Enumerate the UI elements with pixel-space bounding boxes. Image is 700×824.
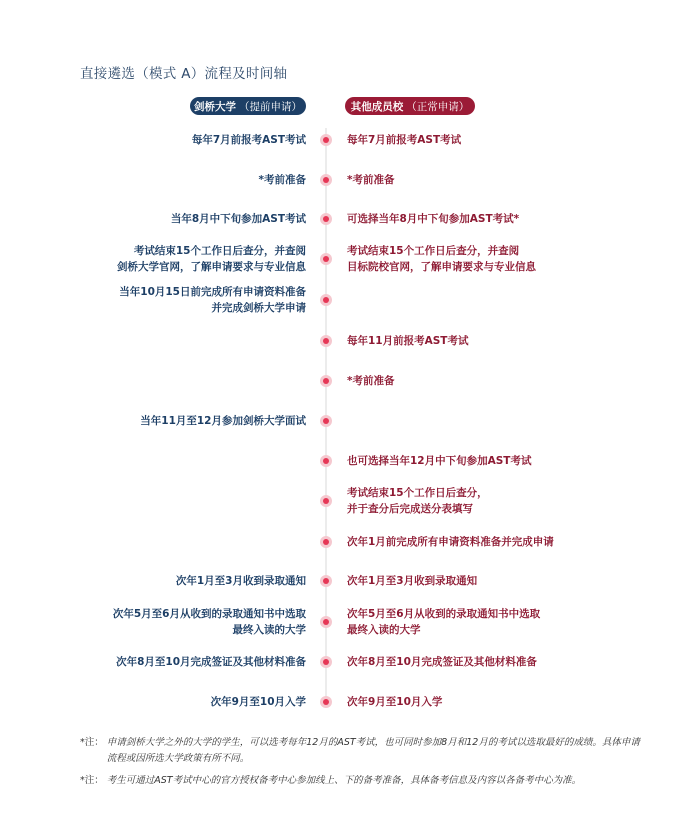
cambridge-step [259,172,307,188]
footnote-prefix: *注： [80,775,104,786]
member-step [347,606,540,638]
timeline-dot-icon [320,213,332,225]
page-title: 直接遴选（模式 A）流程及时间轴 [80,66,288,82]
cambridge-step [119,284,306,316]
footnote-prefix: *注： [80,737,104,748]
member-step [347,132,461,148]
step-text: 考试结束15个工作日后查分， [347,487,488,499]
step-text: 剑桥大学官网，了解申请要求与专业信息 [117,261,306,273]
column-header-name: 其他成员校 [350,100,404,113]
step-text: *考前准备 [347,174,395,186]
column-header-name: 剑桥大学 [194,100,236,113]
step-text: 每年7月前报考AST考试 [191,134,306,146]
timeline-dot-icon [320,696,332,708]
step-text: 最终入读的大学 [232,624,306,636]
timeline-dot-icon [320,656,332,668]
member-step [347,211,519,227]
footnote-text: 申请剑桥大学之外的大学的学生，可以选考每年12月的AST考试，也可同时参加8月和12月的考试以选取最好的成绩。具体申请流程或因所选大学政策有所不同。 [106,737,640,764]
cambridge-step [113,606,306,638]
cambridge-step [117,243,306,275]
footnote [80,735,640,767]
timeline-dot-icon [320,415,332,427]
member-step [347,694,442,710]
cambridge-step [211,694,306,710]
member-step [347,333,468,349]
member-step [347,453,531,469]
member-step [347,485,488,517]
column-header-other-members [345,97,475,115]
step-text: 每年7月前报考AST考试 [347,134,462,146]
step-text: 次年1月至3月收到录取通知 [175,575,306,587]
step-text: 每年11月前报考AST考试 [347,335,469,347]
step-text: 并于查分后完成送分表填写 [347,503,473,515]
cambridge-step [140,413,306,429]
timeline-dot-icon [320,335,332,347]
step-text: 次年9月至10月入学 [210,696,306,708]
footnote [80,773,640,789]
column-header-paren: （提前申请） [239,100,302,113]
step-text: 当年10月15日前完成所有申请资料准备 [119,286,306,298]
timeline-dot-icon [320,455,332,467]
cambridge-step [171,211,306,227]
step-text: 次年8月至10月完成签证及其他材料准备 [347,656,537,668]
timeline-dot-icon [320,134,332,146]
step-text: 考试结束15个工作日后查分，并查阅 [133,245,306,257]
step-text: 次年5月至6月从收到的录取通知书中选取 [347,608,541,620]
timeline-dot-icon [320,174,332,186]
member-step [347,534,554,550]
step-text: *考前准备 [258,174,306,186]
step-text: 次年1月至3月收到录取通知 [347,575,478,587]
member-step [347,172,395,188]
step-text: 可选择当年8月中下旬参加AST考试* [347,213,520,225]
step-text: 当年8月中下旬参加AST考试 [170,213,306,225]
timeline-dot-icon [320,536,332,548]
timeline-dot-icon [320,294,332,306]
timeline-dot-icon [320,616,332,628]
timeline-dot-icon [320,575,332,587]
cambridge-step [192,132,306,148]
cambridge-step [116,654,306,670]
step-text: 也可选择当年12月中下旬参加AST考试 [347,455,532,467]
step-text: 最终入读的大学 [347,624,421,636]
column-header-paren: （正常申请） [406,100,470,113]
step-text: 考试结束15个工作日后查分，并查阅 [347,245,520,257]
step-text: 次年5月至6月从收到的录取通知书中选取 [112,608,306,620]
cambridge-step [176,573,306,589]
step-text: 当年11月至12月参加剑桥大学面试 [140,415,306,427]
step-text: 并完成剑桥大学申请 [211,302,306,314]
timeline-dot-icon [320,375,332,387]
member-step [347,654,537,670]
step-text: *考前准备 [347,375,395,387]
step-text: 次年8月至10月完成签证及其他材料准备 [116,656,306,668]
timeline-dot-icon [320,253,332,265]
member-step [347,373,395,389]
step-text: 次年9月至10月入学 [347,696,443,708]
member-step [347,243,536,275]
member-step [347,573,477,589]
footnote-text: 考生可通过AST考试中心的官方授权备考中心参加线上、下的备考准备，具体备考信息及内容以各备考中心为准。 [106,775,582,786]
step-text: 次年1月前完成所有申请资料准备并完成申请 [347,536,554,548]
column-header-cambridge [190,97,306,115]
step-text: 目标院校官网，了解申请要求与专业信息 [347,261,536,273]
timeline-dot-icon [320,495,332,507]
footnotes [80,735,640,795]
